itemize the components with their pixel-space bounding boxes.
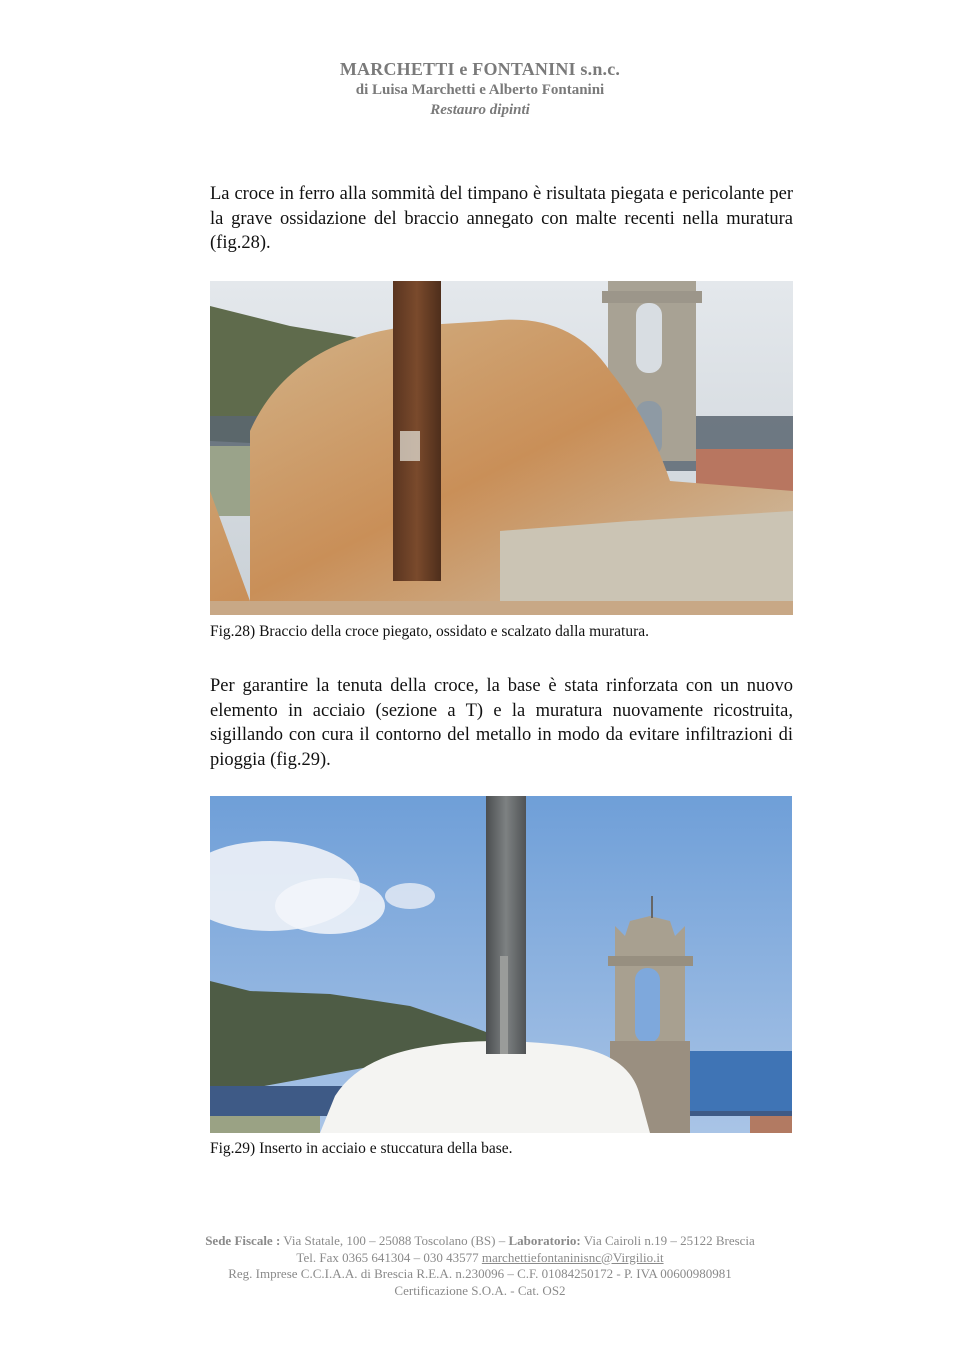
figure-29-photo (210, 796, 792, 1133)
footer-sede-address: Via Statale, 100 – 25088 Toscolano (BS) – (280, 1233, 509, 1248)
figure-29-caption: Fig.29) Inserto in acciaio e stuccatura della base. (210, 1140, 513, 1157)
footer-lab-address: Via Cairoli n.19 – 25122 Brescia (580, 1233, 755, 1248)
body-paragraph-2: Per garantire la tenuta della croce, la base è stata rinforzata con un nuovo elemento in acciaio (sezione a T) e la muratura nuovamente ricostruita, sigillando con cura il contorno del metallo in modo da evitare infiltrazioni di pioggia (fig.29). (210, 676, 793, 770)
rusted-cross-photo-illustration (210, 281, 793, 615)
footer-address-line (0, 1233, 960, 1250)
company-name: MARCHETTI e FONTANINI s.n.c. (339, 59, 621, 79)
restored-cross-photo-illustration (210, 796, 792, 1133)
footer-lab-label: Laboratorio: (508, 1233, 581, 1248)
footer-contact-line (0, 1250, 960, 1267)
figure-28-caption: Fig.28) Braccio della croce piegato, ossidato e scalzato dalla muratura. (210, 623, 649, 640)
letterhead-footer (0, 1233, 960, 1299)
footer-email-link[interactable]: marchettiefontaninisnc@Virgilio.it (481, 1249, 664, 1265)
company-owners: di Luisa Marchetti e Alberto Fontanini (355, 82, 605, 98)
footer-registry-line: Reg. Imprese C.C.I.A.A. di Brescia R.E.A. n.230096 – C.F. 01084250172 - P. IVA 00600980981 (228, 1266, 732, 1281)
figure-28-photo (210, 281, 793, 615)
letterhead (0, 58, 960, 120)
company-tagline: Restauro dipinti (430, 102, 530, 118)
footer-phone: Tel. Fax 0365 641304 – 030 43577 (296, 1249, 482, 1265)
body-paragraph-1: La croce in ferro alla sommità del timpano è risultata piegata e pericolante per la grave ossidazione del braccio annegato con malte recenti nella muratura (fig.28). (210, 184, 793, 253)
footer-sede-label: Sede Fiscale : (205, 1233, 281, 1248)
footer-certification-line: Certificazione S.O.A. - Cat. OS2 (394, 1282, 566, 1298)
